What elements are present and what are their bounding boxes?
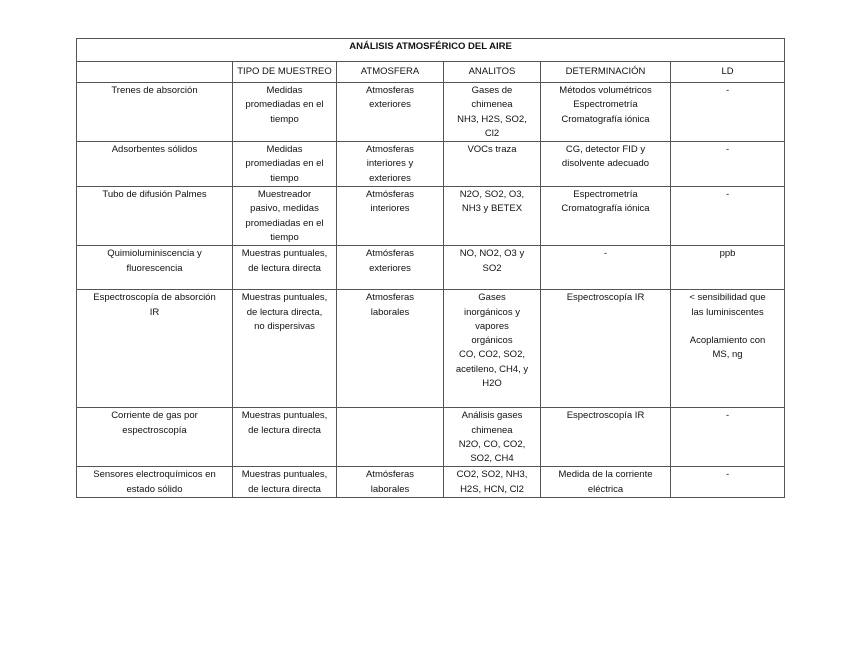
cell-determination: [541, 187, 671, 246]
cell-line: Muestras puntuales,: [241, 410, 328, 422]
cell-line: Espectrometría: [573, 189, 638, 201]
header-cell-method: [77, 62, 233, 83]
table-row: [77, 142, 785, 187]
cell-line: laborales: [370, 483, 410, 495]
cell-ld: [671, 142, 785, 187]
cell-ld: [671, 246, 785, 290]
cell-line: fluorescencia: [126, 262, 183, 274]
cell-line: interiores y: [366, 158, 414, 170]
cell-line: -: [603, 248, 608, 260]
cell-line: CG, detector FID y: [565, 144, 646, 156]
cell-line: -: [725, 410, 730, 422]
cell-line: disolvente adecuado: [561, 158, 650, 170]
cell-atmosphere: [337, 187, 444, 246]
cell-ld: [671, 83, 785, 142]
cell-line: Espectrometría: [573, 99, 638, 111]
cell-ld: [671, 290, 785, 408]
cell-line: promediadas en el: [245, 99, 324, 111]
cell-line: tiempo: [270, 172, 299, 184]
cell-sampling: [233, 290, 337, 408]
cell-line: SO2, CH4: [470, 453, 514, 465]
cell-analytes: [444, 246, 541, 290]
cell-sampling: [233, 142, 337, 187]
cell-line: N2O, CO, CO2,: [458, 438, 526, 450]
cell-line: Gases: [478, 292, 506, 304]
cell-line: Atmósferas: [365, 189, 415, 201]
document-page: [76, 38, 784, 498]
cell-line: IR: [149, 306, 160, 318]
cell-atmosphere: [337, 467, 444, 498]
cell-determination: [541, 408, 671, 467]
table-row: [77, 290, 785, 408]
cell-line: VOCs traza: [467, 144, 517, 156]
cell-line: interiores: [370, 203, 410, 215]
cell-line: las luminiscentes: [691, 306, 764, 318]
cell-line: Espectroscopía IR: [566, 410, 645, 422]
cell-method: [77, 408, 233, 467]
cell-line: NO, NO2, O3 y: [459, 248, 525, 260]
cell-line: Medidas: [266, 144, 303, 156]
cell-line: de lectura directa,: [246, 306, 323, 318]
cell-line: tiempo: [270, 113, 299, 125]
cell-determination: [541, 467, 671, 498]
cell-method: [77, 246, 233, 290]
cell-line: Medida de la corriente: [558, 469, 653, 481]
cell-line: ppb: [719, 248, 736, 260]
cell-method: [77, 83, 233, 142]
cell-determination: [541, 290, 671, 408]
cell-line: Medidas: [266, 85, 303, 96]
cell-line: Tubo de difusión Palmes: [102, 189, 207, 201]
cell-method: [77, 290, 233, 408]
cell-method: [77, 142, 233, 187]
cell-line: orgánicos: [471, 335, 513, 347]
cell-sampling: [233, 408, 337, 467]
cell-determination: [541, 142, 671, 187]
cell-determination: [541, 83, 671, 142]
cell-analytes: [444, 142, 541, 187]
cell-line: Atmosferas: [365, 85, 415, 96]
cell-line: no dispersivas: [254, 320, 315, 332]
header-cell-analytes: ANALITOS: [444, 62, 541, 83]
cell-line: vapores: [475, 320, 509, 332]
header-row: [77, 62, 785, 83]
cell-line: Análisis gases: [461, 410, 523, 422]
cell-line: CO2, SO2, NH3,: [456, 469, 528, 481]
table-row: [77, 467, 785, 498]
cell-atmosphere: [337, 142, 444, 187]
cell-line: chimenea: [471, 99, 513, 111]
cell-line: tiempo: [270, 231, 299, 243]
cell-line: H2S, HCN, Cl2: [460, 483, 524, 495]
table-title: ANÁLISIS ATMOSFÉRICO DEL AIRE: [77, 39, 785, 62]
cell-line: Muestras puntuales,: [241, 469, 328, 481]
cell-line: [674, 320, 781, 334]
cell-sampling: [233, 187, 337, 246]
cell-line: de lectura directa: [248, 424, 321, 436]
cell-line: chimenea: [471, 424, 513, 436]
cell-line: Muestreador: [257, 189, 312, 201]
cell-line: exteriores: [369, 99, 411, 111]
cell-line: Cromatografía iónica: [561, 203, 650, 215]
cell-atmosphere: [337, 290, 444, 408]
cell-sampling: [233, 467, 337, 498]
header-cell-atmosphere: ATMOSFERA: [337, 62, 444, 83]
cell-atmosphere: [337, 83, 444, 142]
cell-line: estado sólido: [126, 483, 183, 495]
cell-analytes: [444, 187, 541, 246]
cell-ld: [671, 467, 785, 498]
cell-line: Adsorbentes sólidos: [111, 144, 198, 156]
cell-line: -: [725, 189, 730, 201]
cell-line: Quimioluminiscencia y: [107, 248, 202, 260]
atmospheric-analysis-table: [76, 38, 785, 498]
cell-line: Espectroscopía IR: [566, 292, 645, 304]
cell-line: -: [725, 144, 730, 156]
cell-line: Atmósferas: [365, 469, 415, 481]
cell-line: acetileno, CH4, y: [455, 363, 529, 375]
cell-line: de lectura directa: [248, 483, 321, 495]
cell-atmosphere: [337, 246, 444, 290]
cell-method: [77, 187, 233, 246]
cell-line: CO, CO2, SO2,: [459, 349, 525, 361]
cell-line: espectroscopía: [122, 424, 187, 436]
cell-analytes: [444, 408, 541, 467]
cell-line: exteriores: [369, 172, 411, 184]
cell-ld: [671, 187, 785, 246]
table-row: [77, 83, 785, 142]
cell-line: Sensores electroquímicos en: [93, 469, 216, 481]
cell-line: Acoplamiento con: [689, 335, 766, 347]
cell-line: Atmósferas: [365, 248, 415, 260]
table-row: [77, 246, 785, 290]
cell-method: [77, 467, 233, 498]
cell-ld: [671, 408, 785, 467]
header-cell-ld: LD: [671, 62, 785, 83]
cell-line: SO2: [482, 262, 502, 274]
cell-line: NH3, H2S, SO2,: [457, 113, 527, 125]
cell-sampling: [233, 83, 337, 142]
cell-line: Atmosferas: [365, 144, 415, 156]
cell-line: Atmosferas: [365, 292, 415, 304]
cell-line: pasivo, medidas: [250, 203, 319, 215]
cell-sampling: [233, 246, 337, 290]
cell-analytes: [444, 83, 541, 142]
cell-line: Gases de: [471, 85, 513, 96]
cell-atmosphere: [337, 408, 444, 467]
cell-line: Métodos volumétricos: [559, 85, 652, 96]
cell-analytes: [444, 467, 541, 498]
cell-determination: [541, 246, 671, 290]
header-cell-determination: DETERMINACIÓN: [541, 62, 671, 83]
cell-line: < sensibilidad que: [689, 292, 766, 304]
cell-line: Muestras puntuales,: [241, 292, 328, 304]
cell-line: Cl2: [484, 127, 500, 139]
cell-line: H2O: [482, 378, 502, 390]
cell-line: promediadas en el: [245, 158, 324, 170]
cell-line: MS, ng: [712, 349, 743, 361]
cell-line: Espectroscopía de absorción: [93, 292, 216, 304]
cell-line: -: [725, 85, 730, 96]
cell-analytes: [444, 290, 541, 408]
cell-line: promediadas en el: [245, 217, 324, 229]
cell-line: de lectura directa: [248, 262, 321, 274]
cell-line: Muestras puntuales,: [241, 248, 328, 260]
cell-line: NH3 y BETEX: [461, 203, 523, 215]
cell-line: eléctrica: [587, 483, 624, 495]
cell-line: -: [725, 469, 730, 481]
header-cell-sampling: TIPO DE MUESTREO: [233, 62, 337, 83]
cell-line: laborales: [370, 306, 410, 318]
cell-line: Cromatografía iónica: [561, 113, 650, 125]
cell-line: N2O, SO2, O3,: [459, 189, 525, 201]
cell-line: inorgánicos y: [464, 306, 520, 318]
cell-line: Trenes de absorción: [111, 85, 198, 96]
table-row: [77, 408, 785, 467]
table-row: [77, 187, 785, 246]
cell-line: Corriente de gas por: [111, 410, 198, 422]
cell-line: exteriores: [369, 262, 411, 274]
